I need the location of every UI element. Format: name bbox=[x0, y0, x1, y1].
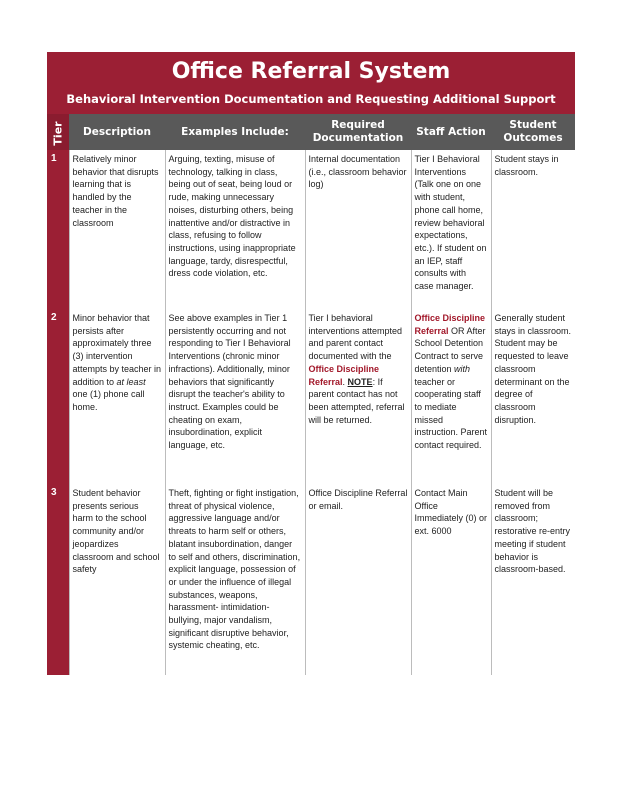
documentation-cell: Office Discipline Referral or email. bbox=[305, 484, 411, 675]
staff-action-cell: Contact Main Office Immediately (0) or ext. 6000 bbox=[411, 484, 491, 675]
description-cell: Relatively minor behavior that disrupts learning that is handled by the teacher in the classroom bbox=[69, 150, 165, 309]
tier-number: 1 bbox=[47, 150, 69, 309]
outcomes-cell: Student stays in classroom. bbox=[491, 150, 575, 309]
examples-cell: See above examples in Tier 1 persistently occurring and not responding to Tier I Behavioral Interventions (chronic minor infractions). Additionally, minor behaviors that significantly disrupt the teacher's ability to instruct. Examples could be cheating on exam, insubordination, explicit language, etc. bbox=[165, 309, 305, 484]
title-banner bbox=[47, 52, 575, 114]
column-header-staff-action: Staff Action bbox=[411, 114, 491, 150]
examples-cell: Arguing, texting, misuse of technology, talking in class, being out of seat, being loud or rude, making unnecessary noises, disturbing others, being inattentive and/or distractive in class, refusing to follow instructions, using inappropriate language, tardy, disrespectful, dress code violation, etc. bbox=[165, 150, 305, 309]
referral-table bbox=[47, 114, 575, 675]
documentation-cell: Tier I behavioral interventions attempted and parent contact documented with the Office Discipline Referral. NOTE: If parent contact has not been attempted, referral will be returned. bbox=[305, 309, 411, 484]
description-cell: Minor behavior that persists after approximately three (3) intervention attempts by teacher in addition to at least one (1) phone call home. bbox=[69, 309, 165, 484]
column-header-documentation: Required Documentation bbox=[305, 114, 411, 150]
referral-document bbox=[47, 52, 575, 675]
tier-number: 2 bbox=[47, 309, 69, 484]
table-row bbox=[47, 309, 575, 484]
column-header-outcomes: Student Outcomes bbox=[491, 114, 575, 150]
staff-action-cell: Office Discipline Referral OR After School Detention Contract to serve detention with teacher or cooperating staff to mediate missed instruction. Parent contact required. bbox=[411, 309, 491, 484]
staff-action-cell: Tier I Behavioral Interventions (Talk one on one with student, phone call home, review behavioral expectations, etc.). If student on an IEP, staff consults with case manager. bbox=[411, 150, 491, 309]
documentation-cell: Internal documentation (i.e., classroom behavior log) bbox=[305, 150, 411, 309]
outcomes-cell: Generally student stays in classroom. Student may be requested to leave classroom determinant on the degree of classroom disruption. bbox=[491, 309, 575, 484]
outcomes-cell: Student will be removed from classroom; restorative re-entry meeting if student behavior is classroom-based. bbox=[491, 484, 575, 675]
column-header-description: Description bbox=[69, 114, 165, 150]
examples-cell: Theft, fighting or fight instigation, threat of physical violence, aggressive language and/or threats to harm self or others, blatant insubordination, danger to self and others, discrimination, explicit language, possession of or under the influence of illegal substances, weapons, harassment- intimidation- bullying, major vandalism, significant disruptive behavior, systemic cheating, etc. bbox=[165, 484, 305, 675]
description-cell: Student behavior presents serious harm to the school community and/or jeopardizes classroom and school safety bbox=[69, 484, 165, 675]
column-header-tier: Tier bbox=[47, 114, 69, 150]
page-title: Office Referral System bbox=[171, 59, 451, 84]
tier-number: 3 bbox=[47, 484, 69, 675]
page-subtitle: Behavioral Intervention Documentation and Requesting Additional Support bbox=[66, 92, 556, 106]
table-header-row bbox=[47, 114, 575, 150]
table-row bbox=[47, 484, 575, 675]
column-header-examples: Examples Include: bbox=[165, 114, 305, 150]
table-row bbox=[47, 150, 575, 309]
